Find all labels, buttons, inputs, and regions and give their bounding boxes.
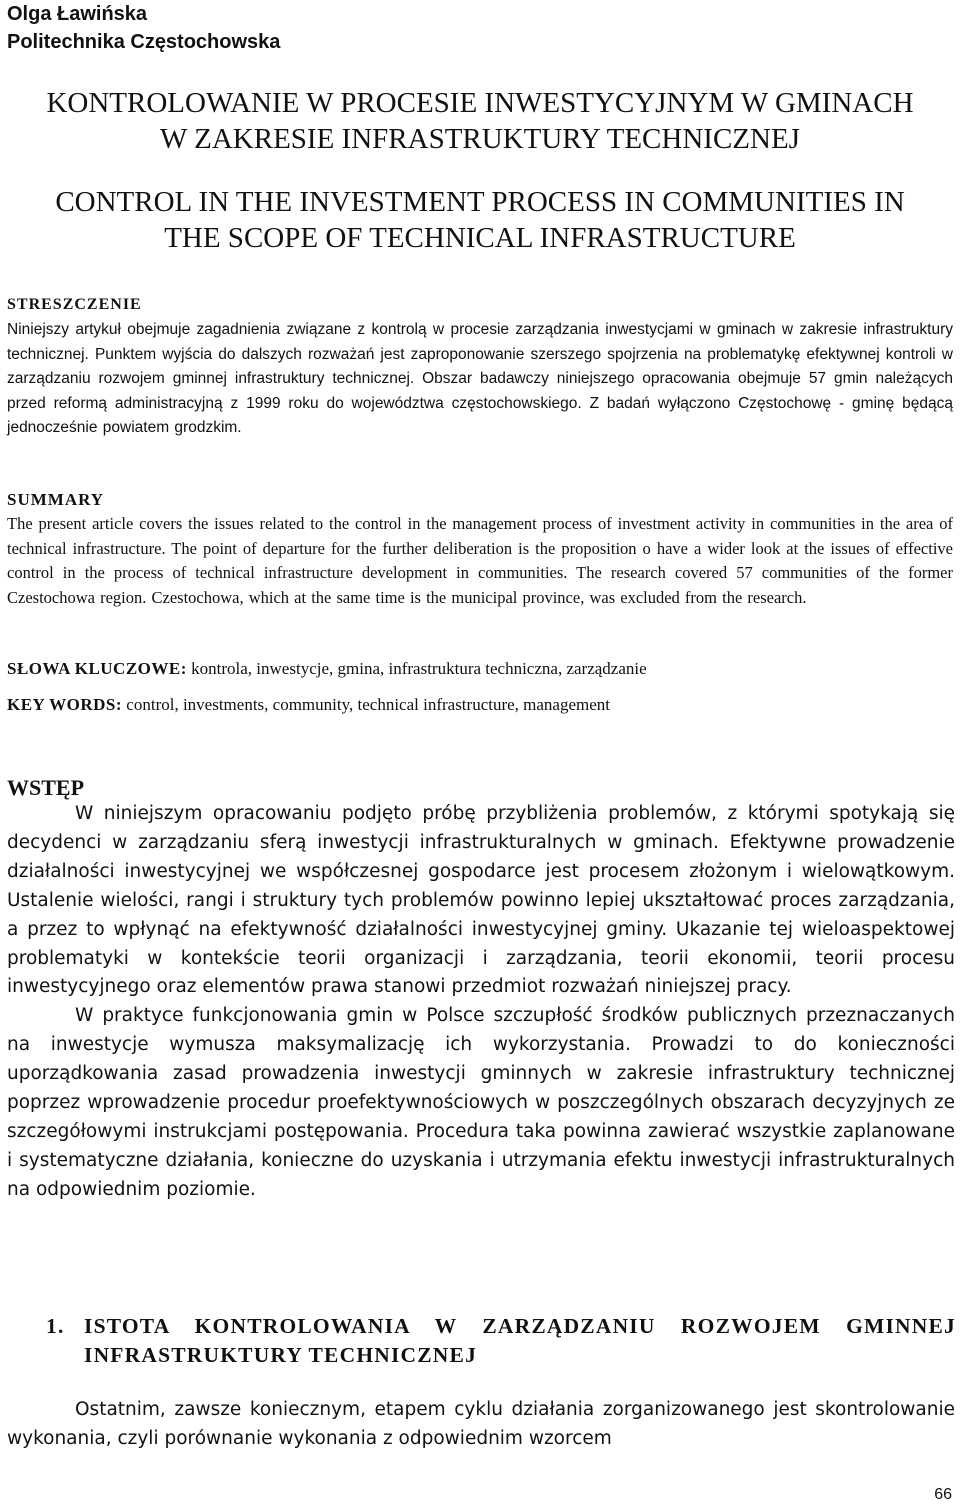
keywords-pl-text: kontrola, inwestycje, gmina, infrastruktura techniczna, zarządzanie (191, 659, 647, 678)
abstract-pl-text: Niniejszy artykuł obejmuje zagadnienia związane z kontrolą w procesie zarządzania inwestycjami w gminach w zakresie infrastruktury technicznej. Punktem wyjścia do dalszych rozważań jest zaproponowanie szerszego spojrzenia na problematykę efektywnej kontroli w zarządzaniu rozwojem gminnej infrastruktury technicznej. Obszar badawczy niniejszego opracowania obejmuje 57 gmin należących przed reformą administracyjną z 1999 roku do województwa częstochowskiego. Z badań wyłączono Częstochowę - gminę będącą jednocześnie powiatem grodzkim. (7, 321, 953, 437)
intro-paragraph-1: W niniejszym opracowaniu podjęto próbę przybliżenia problemów, z którymi spotykają się decydenci w zarządzaniu sferą inwestycji infrastrukturalnych w gminach. Efektywne prowadzenie działalności inwestycyjnej we współczesnej gospodarce jest procesem złożonym i wielowątkowym. Ustalenie wielości, rangi i struktury tych problemów powinno lepiej ukształtować proces zarządzania, a przez to wpłynąć na efektywność działalności inwestycyjnej gminy. Ukazanie tej wieloaspektowej problematyki w kontekście teorii organizacji i zarządzania, teorii ekonomii, teorii procesu inwestycyjnego oraz elementów prawa stanowi przedmiot rozważań niniejszej pracy. (7, 803, 955, 998)
abstract-en-text: The present article covers the issues related to the control in the management process of investment activity in communities in the area of technical infrastructure. The point of departure for the further deliberation is the proposition o have a wider look at the issues of effective control in the process of technical infrastructure development in communities. The research covered 57 communities of the former Czestochowa region. Czestochowa, which at the same time is the municipal province, was excluded from the research. (7, 514, 953, 607)
abstract-pl-heading: STRESZCZENIE (7, 296, 142, 313)
keywords-en-label: KEY WORDS: (7, 695, 123, 714)
chapter-1-title-line1: ISTOTA KONTROLOWANIA W ZARZĄDZANIU ROZWOJEM GMINNEJ (84, 1314, 956, 1338)
keywords-pl (7, 659, 953, 679)
chapter-1-body (7, 1396, 955, 1454)
author-name: Olga Ławińska (7, 3, 148, 25)
chapter-1-number: 1. (46, 1314, 65, 1338)
title-en-line2: THE SCOPE OF TECHNICAL INFRASTRUCTURE (164, 222, 796, 254)
title-en-line1: CONTROL IN THE INVESTMENT PROCESS IN COMMUNITIES IN (55, 186, 905, 218)
keywords-pl-label: SŁOWA KLUCZOWE: (7, 659, 187, 678)
title-pl-line1: KONTROLOWANIE W PROCESIE INWESTYCYJNYM W GMINACH (46, 87, 914, 119)
author-affiliation: Politechnika Częstochowska (7, 31, 281, 53)
chapter-1-title-line2: INFRASTRUKTURY TECHNICZNEJ (84, 1343, 478, 1367)
intro-heading: WSTĘP (7, 775, 85, 800)
keywords-en-text: control, investments, community, technical infrastructure, management (126, 695, 611, 714)
title-en (0, 184, 960, 256)
intro-body (7, 800, 955, 1205)
title-pl-line2: W ZAKRESIE INFRASTRUKTURY TECHNICZNEJ (160, 123, 800, 155)
chapter-1-paragraph-1: Ostatnim, zawsze koniecznym, etapem cyklu działania zorganizowanego jest skontrolowanie wykonania, czyli porównanie wykonania z odpowiednim wzorcem (7, 1399, 955, 1449)
keywords-en (7, 695, 953, 715)
title-pl (0, 85, 960, 157)
page-number: 66 (934, 1486, 952, 1503)
abstract-en-heading: SUMMARY (7, 490, 105, 509)
intro-paragraph-2: W praktyce funkcjonowania gmin w Polsce szczupłość środków publicznych przeznaczanych na inwestycje wymusza maksymalizację ich wykorzystania. Prowadzi to do konieczności uporządkowania zasad prowadzenia inwestycji gminnych w zakresie infrastruktury technicznej poprzez wprowadzenie procedur proefektywnościowych w poszczególnych obszarach decyzyjnych ze szczegółowymi instrukcjami postępowania. Procedura taka powinna zawierać wszystkie zaplanowane i systematyczne działania, konieczne do uzyskania i utrzymania efektu inwestycji infrastrukturalnych na odpowiednim poziomie. (7, 1005, 955, 1200)
